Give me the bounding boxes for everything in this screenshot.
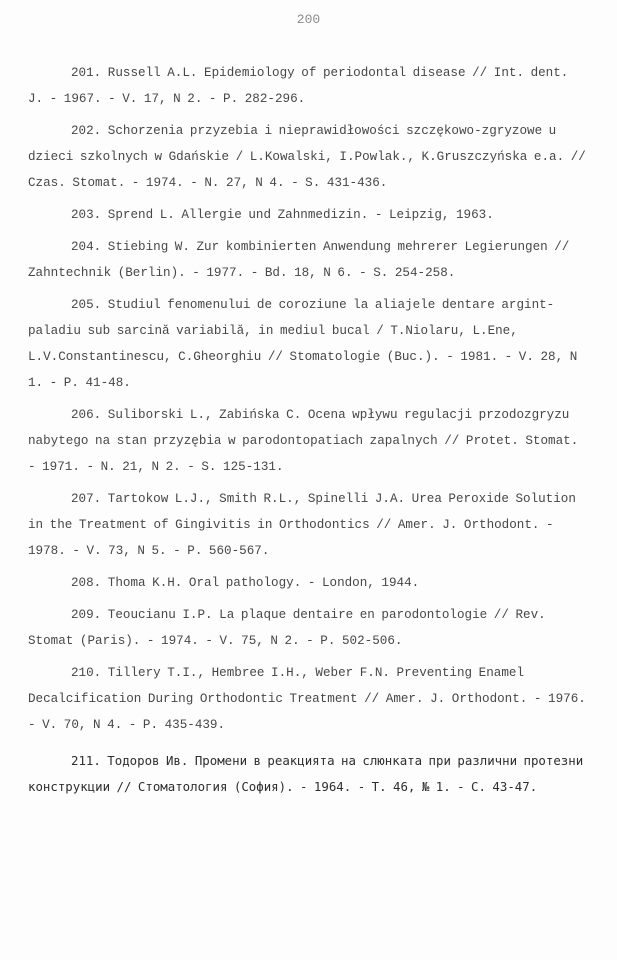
reference-209: 209. Teoucianu I.P. La plaque dentaire en parodontologie // Rev. Stomat (Paris). - 1974. - V. 75, N 2. - P. 502-506.	[28, 608, 546, 648]
reference-208: 208. Thoma K.H. Oral pathology. - London, 1944.	[71, 576, 420, 590]
reference-202: 202. Schorzenia przyzebia i nieprawidłowości szczękowo-zgryzowe u dzieci szkolnych w Gdańskie / L.Kowalski, I.Powlak., K.Gruszczyńska e.a. // Czas. Stomat. - 1974. - N. 27, N 4. - S. 431-436.	[28, 124, 586, 190]
reference-204: 204. Stiebing W. Zur kombinierten Anwendung mehrerer Legierungen // Zahntechnik (Berlin). - 1977. - Bd. 18, N 6. - S. 254-258.	[28, 240, 570, 280]
reference-201: 201. Russell A.L. Epidemiology of periodontal disease // Int. dent. J. - 1967. - V. 17, N 2. - P. 282-296.	[28, 66, 569, 106]
page-number: 200	[296, 12, 321, 27]
reference-203: 203. Sprend L. Allergie und Zahnmedizin. - Leipzig, 1963.	[71, 208, 494, 222]
reference-211: 211. Тодоров Ив. Промени в реакцията на слюнката при различни протезни конструкции // Стоматология (София). - 1964. - Т. 46, № 1. - С. 43-47.	[28, 753, 584, 794]
reference-207: 207. Tartokow L.J., Smith R.L., Spinelli J.A. Urea Peroxide Solution in the Treatment of Gingivitis in Orthodontics // Amer. J. Orthodont. - 1978. - V. 73, N 5. - P. 560-567.	[28, 492, 576, 558]
reference-206: 206. Suliborski L., Zabińska C. Ocena wpływu regulacji przodozgryzu nabytego na stan przyzębia w parodontopatiach zapalnych // Protet. Stomat. - 1971. - N. 21, N 2. - S. 125-131.	[28, 408, 579, 474]
reference-205: 205. Studiul fenomenului de coroziune la aliajele dentare argint-paladiu sub sarcină variabilă, in mediul bucal / T.Niolaru, L.Ene, L.V.Constantinescu, C.Gheorghiu // Stomatologie (Buc.). - 1981. - V. 28, N 1. - P. 41-48.	[28, 298, 578, 390]
reference-list	[28, 60, 590, 806]
reference-210: 210. Tillery T.I., Hembree I.H., Weber F.N. Preventing Enamel Decalcification During Orthodontic Treatment // Amer. J. Orthodont. - 1976. - V. 70, N 4. - P. 435-439.	[28, 666, 586, 732]
